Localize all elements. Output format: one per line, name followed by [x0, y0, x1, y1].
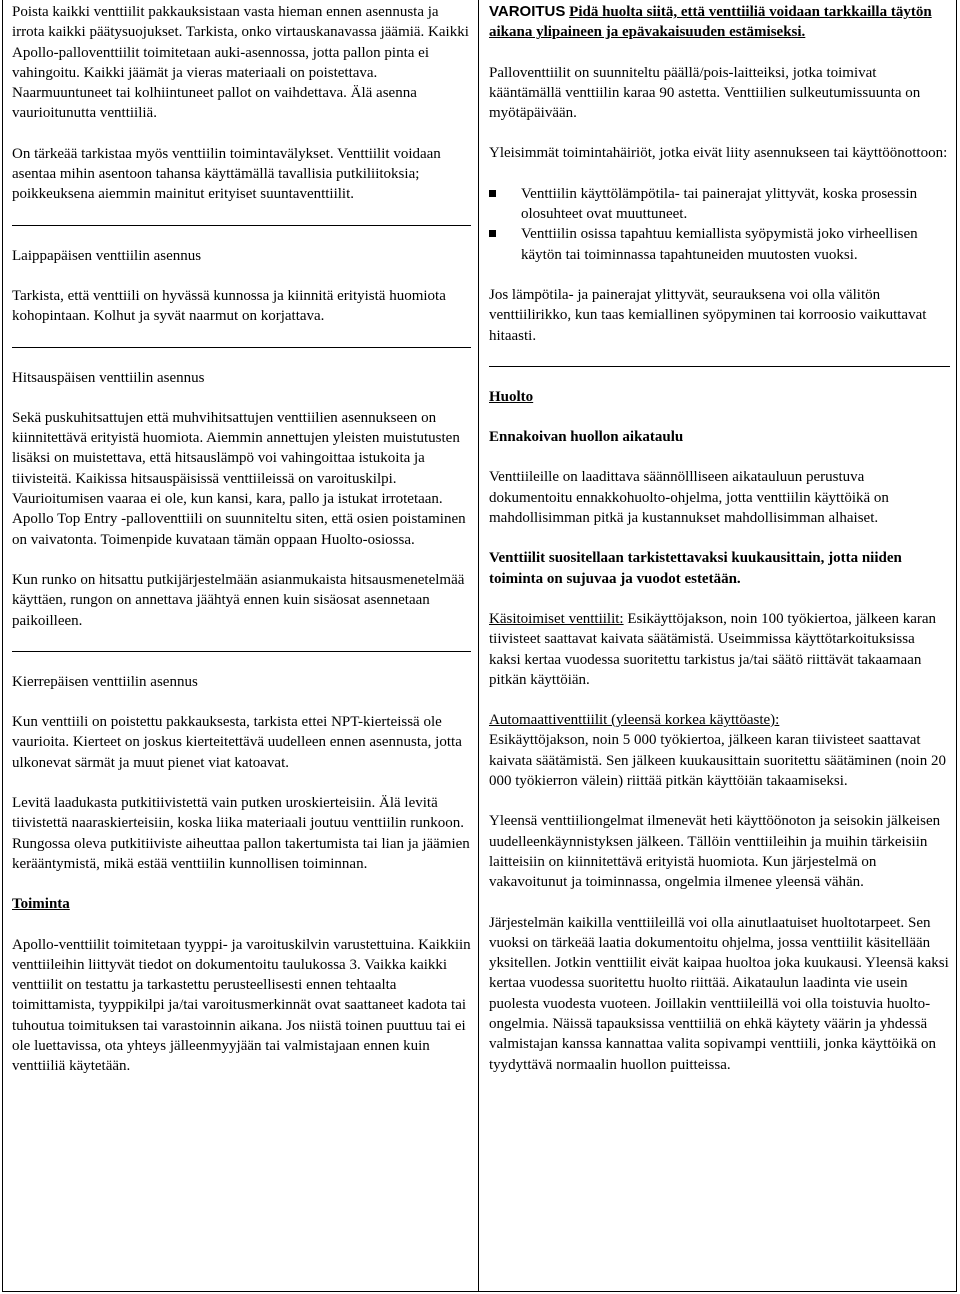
manual-valves-label: Käsitoimiset venttiilit:	[489, 610, 624, 627]
system-paragraph: Järjestelmän kaikilla venttiileillä voi olla ainutlaatuiset huoltotarpeet. Sen vuoksi on tärkeää laatia dokumentoitu ohjelma, jossa venttiilit käsitellään yksitellen. Jotkin venttiilit eivät kaipaa huoltoa joka kuukausi. Yleensä kaksi kertaa vuodessa suoritettu huolto riittää. Aikataulun laadinta vie usein puolesta vuodesta vuoteen. Joillakin venttiileillä voi olla toistuvia huolto-ongelmia. Näissä tapauksissa venttiiliä on ehkä käytety väärin ja yhdessä valmistajan kanssa kannattaa valita sopivampi venttiili, jonka käyttöikä on tyydyttävä normaalin huollon puitteissa.	[489, 914, 949, 1073]
monthly-paragraph: Venttiilit suositellaan tarkistettavaksi kuukausittain, jotta niiden toiminta on sujuvaa ja vuodot estetään.	[489, 550, 902, 587]
faults-paragraph: Yleisimmät toimintahäiriöt, jotka eivät liity asennukseen tai käyttöönottoon:	[489, 145, 948, 162]
maintenance-heading: Huolto	[489, 388, 534, 405]
flange-heading: Laippapäisen venttiilin asennus	[12, 247, 202, 264]
warning-block	[489, 2, 949, 43]
thread-heading: Kierrepäisen venttiilin asennus	[12, 673, 198, 690]
exceed-paragraph: Jos lämpötila- ja painerajat ylittyvät, seurauksena voi olla välitön venttiilirikko, kun taas kemiallinen syöpyminen tai korroosio vaikuttavat hitaasti.	[489, 286, 927, 344]
rotation-paragraph: Palloventtiilit on suunniteltu päällä/pois-laitteiksi, jotka toimivat kääntämällä venttiilin karaa 90 astetta. Venttiilien sulkeutumissuunta on myötäpäivään.	[489, 64, 921, 122]
warning-label: VAROITUS	[489, 3, 566, 20]
problems-paragraph: Yleensä venttiiliongelmat ilmenevät heti käyttöönoton ja seisokin jälkeisen uudelleenkäynnistyksen jälkeen. Tällöin venttiileihin ja muihin tärkeisiin laitteisiin on kiinnitettävä erityistä huomiota. Kun järjestelmä on vakavoitunut ja toiminnassa, ongelmia ilmenee yleensä vähän.	[489, 813, 941, 891]
operation-heading: Toiminta	[12, 896, 70, 913]
auto-valves-label: Automaattiventtiilit (yleensä korkea käyttöaste):	[489, 712, 780, 729]
right-column	[489, 2, 949, 1095]
schedule-heading: Ennakoivan huollon aikataulu	[489, 429, 684, 446]
faults-list	[489, 184, 949, 265]
column-divider	[478, 0, 479, 1292]
operation-paragraph: Apollo-venttiilit toimitetaan tyyppi- ja varoituskilvin varustettuina. Kaikkiin venttiileihin liittyvät tiedot on dokumentoitu taulukossa 3. Vaikka kaikki venttiilit on testattu ja tarkastettu perusteellisesti ennen tehtaalta toimittamista, tyyppikilpi ja/tai varoitusmerkinnät ovat saattaneet kadota tai tuhoutua toimituksen tai varastoinnin aikana. Jos niistä toinen puuttuu tai ei ole luettavissa, ota yhteys jälleenmyyjään tai valmistajaan ennen kuin venttiiliä käytetään.	[12, 936, 471, 1075]
flange-paragraph: Tarkista, että venttiili on hyvässä kunnossa ja kiinnitä erityistä huomiota kohopintaan. Kolhut ja syvät naarmut on korjattava.	[12, 287, 446, 325]
thread-paragraph-1: Kun venttiili on poistettu pakkauksesta, tarkista ettei NPT-kierteissä ole vaurioita. Kierteet on joskus kierteitettävä uudelleen ennen asennusta, jotta ulkonevat särmät ja muut pienet viat katoavat.	[12, 714, 462, 771]
section-rule	[12, 347, 471, 348]
clearance-paragraph: On tärkeää tarkistaa myös venttiilin toimintavälykset. Venttiilit voidaan asentaa mihin asentoon tahansa käyttämällä tavallisia putkiliitoksia; poikkeuksena aiemmin mainitut erityiset suuntaventtiilit.	[12, 145, 441, 203]
list-item: Venttiilin osissa tapahtuu kemiallista syöpymistä joko virheellisen käytön tai toiminnassa tapahtuneiden muutosten vuoksi.	[489, 224, 949, 265]
manual-valves-text: Esikäyttöjakson, noin 100 työkiertoa, jälkeen karan tiivisteet saattavat kaivata säätämistä. Useimmissa käyttötarkoituksissa kaksi kertaa vuodessa suoritettu tarkistus ja/tai säätö riittävät takaamaan pitkän käyttöiän.	[489, 610, 936, 688]
schedule-paragraph: Venttiileille on laadittava säännöllliseen aikatauluun perustuva dokumentoitu ennakkohuolto-ohjelma, jotta venttiilin käyttöikä on mahdollisimman pitkä ja kustannukset mahdollisimman alhaiset.	[489, 469, 889, 527]
square-bullet-icon	[489, 230, 496, 237]
thread-paragraph-2: Levitä laadukasta putkitiivistettä vain putken uroskierteisiin. Älä levitä tiivistettä naaraskierteisiin, koska liika materiaali joutuu venttiilin runkoon. Rungossa oleva putkitiiviste aiheuttaa pallon takertumista tai lian ja jäämien kerääntymistä, mikä estää venttiilin kunnollisen toiminnan.	[12, 795, 470, 872]
section-rule	[12, 651, 471, 652]
weld-heading: Hitsauspäisen venttiilin asennus	[12, 369, 205, 386]
auto-valves-text: Esikäyttöjakson, noin 5 000 työkiertoa, jälkeen karan tiivisteet saattavat kaivata säätämistä. Sen jälkeen kuukausittain suoritettu säätäminen (noin 20 000 työkierron välein) riittää pitkän käyttöiän takaamiseksi.	[489, 732, 946, 790]
section-rule	[12, 225, 471, 226]
warning-text: Pidä huolta siitä, että venttiiliä voidaan tarkkailla täytön aikana ylipaineen ja epävakaisuuden estämiseksi.	[489, 4, 932, 41]
left-column	[12, 2, 474, 1097]
weld-paragraph-1: Sekä puskuhitsattujen että muhvihitsattujen venttiilien asennukseen on kiinnitettävä erityistä huomiota. Aiemmin annettujen yleisten muistutusten lisäksi on muistettava, että hitsauslämpö voi vahingoittaa istukoita ja tiivisteitä. Kaikissa hitsauspäisissä venttiileissä on varoituskilpi. Vaurioitumisen vaaraa ei ole, kun kansi, kara, pallo ja istukat irrotetaan. Apollo Top Entry -palloventtiili on suunniteltu siten, että osien poistaminen on vaivatonta. Toimenpide kuvataan tämän oppaan Huolto-osiossa.	[12, 409, 466, 548]
intro-paragraph: Poista kaikki venttiilit pakkauksistaan vasta hieman ennen asennusta ja irrota kaikki päätysuojukset. Tarkista, onko virtauskanavassa jäämiä. Kaikki Apollo-palloventtiilit toimitetaan auki-asennossa, jotta pallon pinta ei vahingoitu. Kaikki jäämät ja vieras materiaali on poistettava. Naarmuuntuneet tai kolhiintuneet pallot on vaihdettava. Älä asenna vaurioitunutta venttiiliä.	[12, 4, 469, 122]
weld-paragraph-2: Kun runko on hitsattu putkijärjestelmään asianmukaista hitsausmenetelmää käyttäen, rungon on annettava jäähtyä ennen kuin sisäosat asennetaan paikoilleen.	[12, 571, 465, 629]
auto-valves-paragraph	[489, 710, 949, 791]
list-item: Venttiilin käyttölämpötila- tai painerajat ylittyvät, koska prosessin olosuhteet ovat muuttuneet.	[489, 184, 949, 225]
square-bullet-icon	[489, 190, 496, 197]
section-rule	[489, 366, 950, 367]
manual-valves-paragraph	[489, 609, 949, 690]
